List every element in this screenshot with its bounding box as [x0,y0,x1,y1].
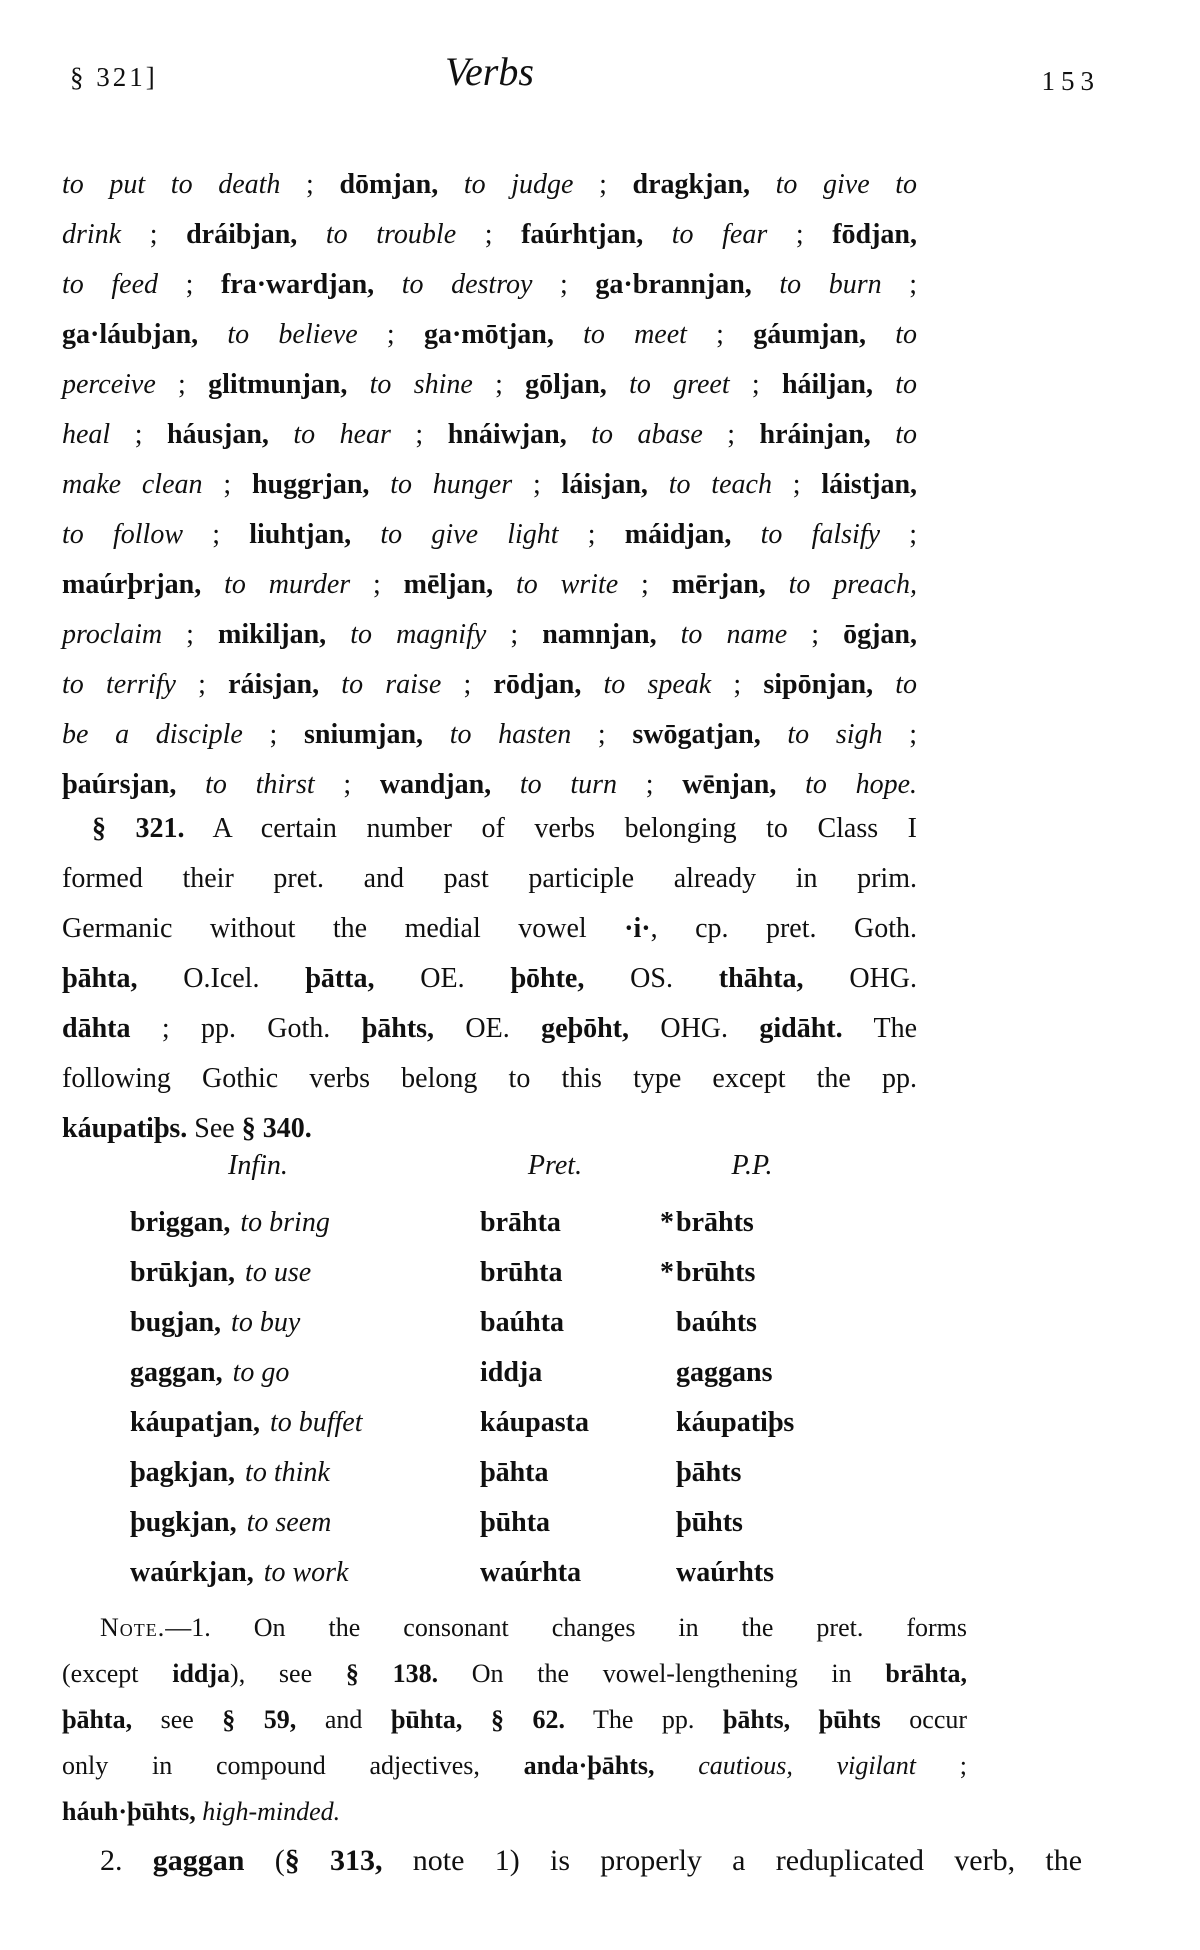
infinitive-gloss: to bring [240,1207,330,1238]
past-participle-cell [660,1457,741,1489]
infinitive-word: þugkjan, [130,1507,237,1538]
table-row [62,1207,922,1257]
table-header-row [62,1150,922,1207]
verb-table [62,1150,922,1607]
text-line: Note.—1. On the consonant changes in the pret. forms [100,1613,967,1642]
past-participle-cell [660,1207,754,1239]
pp-value: brāhts [676,1207,754,1238]
table-row [62,1357,922,1407]
page-number: 153 [1041,66,1100,96]
col-header-past-participle: P.P. [731,1150,773,1181]
note-1 [62,1605,967,1835]
text-line: to terrify ; ráisjan, to raise ; rōdjan, to speak ; sipōnjan, to [62,669,918,700]
text-line: make clean ; huggrjan, to hunger ; láisjan, to teach ; láistjan, [62,469,918,500]
past-participle-cell [660,1557,774,1589]
infinitive-gloss: to think [245,1457,330,1488]
table-row [62,1457,922,1507]
past-participle-cell [660,1507,743,1539]
table-row [62,1257,922,1307]
table-row [62,1407,922,1457]
text-line: þāhta, see § 59, and þūhta, § 62. The pp. þāhts, þūhts occur [62,1705,968,1734]
infinitive-word: brūkjan, [130,1257,236,1288]
note-2 [62,1838,1082,1884]
infinitive-cell [130,1257,311,1289]
preterite-value: iddja [480,1357,543,1388]
infinitive-cell [130,1407,362,1439]
infinitive-word: þagkjan, [130,1457,236,1488]
pp-asterisk: * [660,1257,674,1288]
text-line: § 321. A certain number of verbs belonging to Class I [92,813,917,844]
preterite-value: káupasta [480,1407,589,1438]
infinitive-word: briggan, [130,1207,231,1238]
past-participle-cell [660,1357,772,1389]
text-line: maúrþrjan, to murder ; mēljan, to write ; mērjan, to preach, [62,569,918,600]
text-line: heal ; háusjan, to hear ; hnáiwjan, to abase ; hráinjan, to [62,419,918,450]
infinitive-word: gaggan, [130,1357,223,1388]
infinitive-gloss: to buffet [269,1407,363,1438]
text-line: to put to death ; dōmjan, to judge ; dragkjan, to give to [62,169,918,200]
past-participle-cell [660,1257,755,1289]
infinitive-gloss: to use [245,1257,312,1288]
infinitive-cell [130,1457,330,1489]
text-line: káupatiþs. See § 340. [62,1113,312,1144]
text-line: only in compound adjectives, anda·þāhts, cautious, vigilant ; [62,1751,967,1780]
infinitive-gloss: to go [232,1357,290,1388]
table-row [62,1557,922,1607]
section-321-paragraph [62,804,917,1154]
text-line: þāhta, O.Icel. þātta, OE. þōhte, OS. thāhta, OHG. [62,963,918,994]
preterite-value: waúrhta [480,1557,582,1588]
pp-value: þāhts [676,1457,742,1488]
preterite-value: baúhta [480,1307,565,1338]
text-line: (except iddja), see § 138. On the vowel-lengthening in brāhta, [62,1659,967,1688]
infinitive-word: waúrkjan, [130,1557,254,1588]
infinitive-cell [130,1557,348,1589]
text-line: Germanic without the medial vowel ·i·, cp. pret. Goth. [62,913,917,944]
past-participle-cell [660,1407,794,1439]
pp-value: brūhts [676,1257,756,1288]
text-line: to follow ; liuhtjan, to give light ; máidjan, to falsify ; [62,519,918,550]
col-header-infinitive: Infin. [228,1150,288,1181]
text-line: formed their pret. and past participle already in prim. [62,863,917,894]
pp-value: káupatiþs [676,1407,795,1438]
infinitive-gloss: to seem [246,1507,332,1538]
infinitive-cell [130,1507,331,1539]
col-header-preterite: Pret. [527,1150,583,1181]
text-line: following Gothic verbs belong to this type except the pp. [62,1063,917,1094]
preterite-value: þūhta [480,1507,551,1538]
table-row [62,1507,922,1557]
text-line: drink ; dráibjan, to trouble ; faúrhtjan, to fear ; fōdjan, [62,219,917,250]
pp-asterisk: * [660,1207,674,1238]
text-line: proclaim ; mikiljan, to magnify ; namnjan, to name ; ōgjan, [62,619,917,650]
text-line: háuh·þūhts, high-minded. [62,1797,341,1826]
infinitive-word: káupatjan, [130,1407,260,1438]
text-line: to feed ; fra·wardjan, to destroy ; ga·brannjan, to burn ; [62,269,918,300]
text-line: be a disciple ; sniumjan, to hasten ; swōgatjan, to sigh ; [62,719,917,750]
pp-value: þūhts [676,1507,743,1538]
past-participle-cell [660,1307,757,1339]
section-number: § 321] [70,62,158,92]
pp-value: gaggans [676,1357,773,1388]
infinitive-word: bugjan, [130,1307,222,1338]
infinitive-cell [130,1357,289,1389]
text-line: 2. gaggan (§ 313, note 1) is properly a reduplicated verb, the [100,1844,1083,1877]
text-line: dāhta ; pp. Goth. þāhts, OE. geþōht, OHG. gidāht. The [62,1013,918,1044]
infinitive-gloss: to work [263,1557,349,1588]
infinitive-cell [130,1207,330,1239]
pp-value: baúhts [676,1307,757,1338]
text-line: perceive ; glitmunjan, to shine ; gōljan, to greet ; háiljan, to [62,369,918,400]
preterite-value: þāhta [480,1457,549,1488]
running-title: Verbs [445,49,534,94]
table-row [62,1307,922,1357]
preterite-value: brūhta [480,1257,563,1288]
infinitive-gloss: to buy [231,1307,301,1338]
pp-value: waúrhts [676,1557,775,1588]
text-line: ga·láubjan, to believe ; ga·mōtjan, to meet ; gáumjan, to [62,319,918,350]
text-line: þaúrsjan, to thirst ; wandjan, to turn ; wēnjan, to hope. [62,769,917,800]
preterite-value: brāhta [480,1207,561,1238]
continuation-paragraph [62,160,917,810]
infinitive-cell [130,1307,300,1339]
